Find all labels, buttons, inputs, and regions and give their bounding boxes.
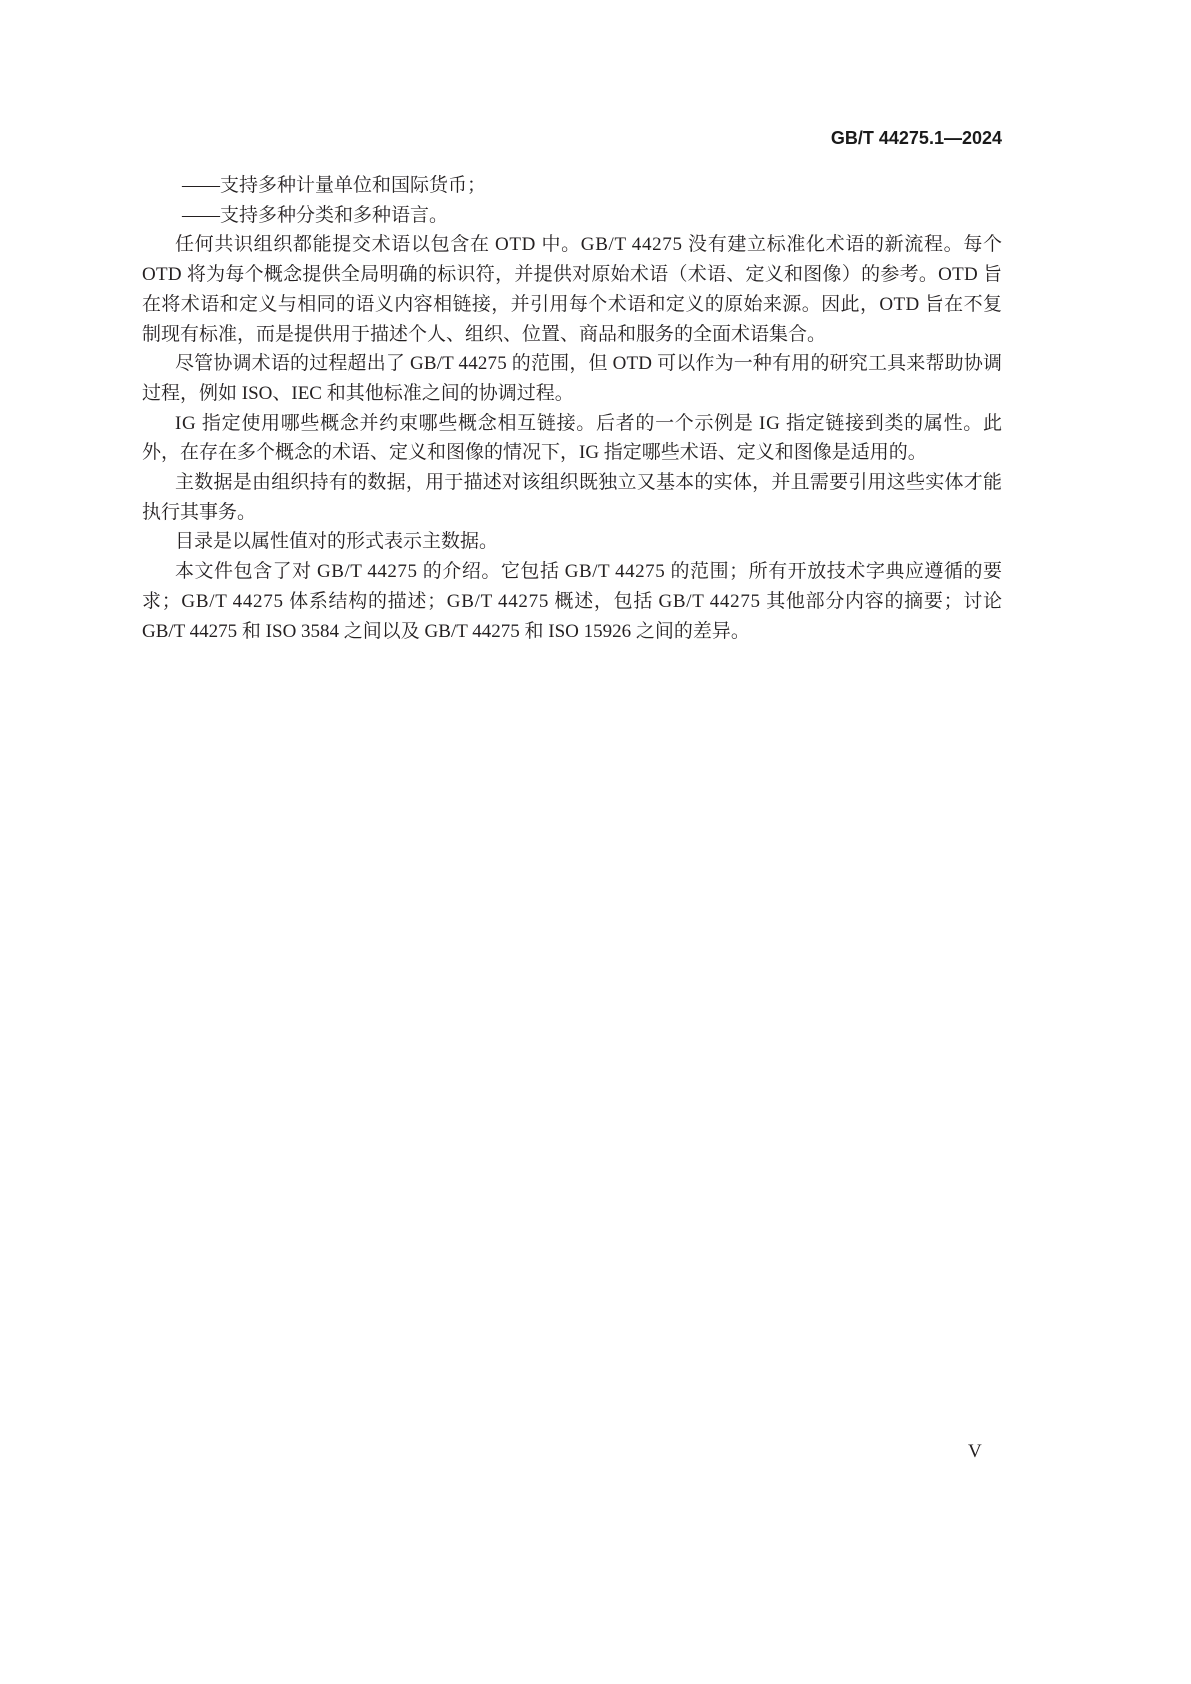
- paragraph: [142, 230, 1002, 349]
- paragraph-line: 尽管协调术语的过程超出了 GB/T 44275 的范围，但 OTD 可以作为一种有用的研究工具来帮助协调: [175, 353, 1003, 375]
- paragraph-line: 任何共识组织都能提交术语以包含在 OTD 中。GB/T 44275 没有建立标准化术语的新流程。每个: [175, 234, 1003, 256]
- document-body: [142, 171, 1002, 646]
- paragraph-line: IG 指定使用哪些概念并约束哪些概念相互链接。后者的一个示例是 IG 指定链接到类的属性。此: [175, 412, 1003, 434]
- page-number: V: [968, 1441, 982, 1462]
- paragraph-line: GB/T 44275 和 ISO 3584 之间以及 GB/T 44275 和 ISO 15926 之间的差异。: [142, 620, 750, 642]
- paragraph: [142, 349, 1002, 408]
- paragraph: [142, 557, 1002, 646]
- paragraph-line: OTD 将为每个概念提供全局明确的标识符，并提供对原始术语（术语、定义和图像）的参考。OTD 旨: [142, 264, 1003, 286]
- paragraph-line: 在将术语和定义与相同的语义内容相链接，并引用每个术语和定义的原始来源。因此，OTD 旨在不复: [142, 293, 1003, 315]
- paragraph-line: 过程，例如 ISO、IEC 和其他标准之间的协调过程。: [142, 382, 574, 404]
- paragraph-line: 目录是以属性值对的形式表示主数据。: [175, 531, 499, 553]
- paragraph-line: 外，在存在多个概念的术语、定义和图像的情况下，IG 指定哪些术语、定义和图像是适用的。: [142, 442, 927, 464]
- paragraph-line: 执行其事务。: [142, 501, 257, 523]
- paragraph-line: 制现有标准，而是提供用于描述个人、组织、位置、商品和服务的全面术语集合。: [142, 323, 827, 345]
- dash-list: [142, 171, 1002, 230]
- paragraph: [142, 468, 1002, 527]
- list-item: ——支持多种分类和多种语言。: [182, 204, 449, 226]
- paragraph-line: 本文件包含了对 GB/T 44275 的介绍。它包括 GB/T 44275 的范围；所有开放技术字典应遵循的要: [175, 561, 1003, 583]
- paragraph-line: 主数据是由组织持有的数据，用于描述对该组织既独立又基本的实体，并且需要引用这些实体才能: [175, 472, 1003, 494]
- paragraph: [142, 527, 1002, 557]
- paragraph: [142, 409, 1002, 468]
- paragraph-line: 求；GB/T 44275 体系结构的描述；GB/T 44275 概述，包括 GB/T 44275 其他部分内容的摘要；讨论: [142, 590, 1003, 612]
- standard-number-header: GB/T 44275.1—2024: [830, 128, 1002, 148]
- list-item: ——支持多种计量单位和国际货币；: [182, 175, 487, 196]
